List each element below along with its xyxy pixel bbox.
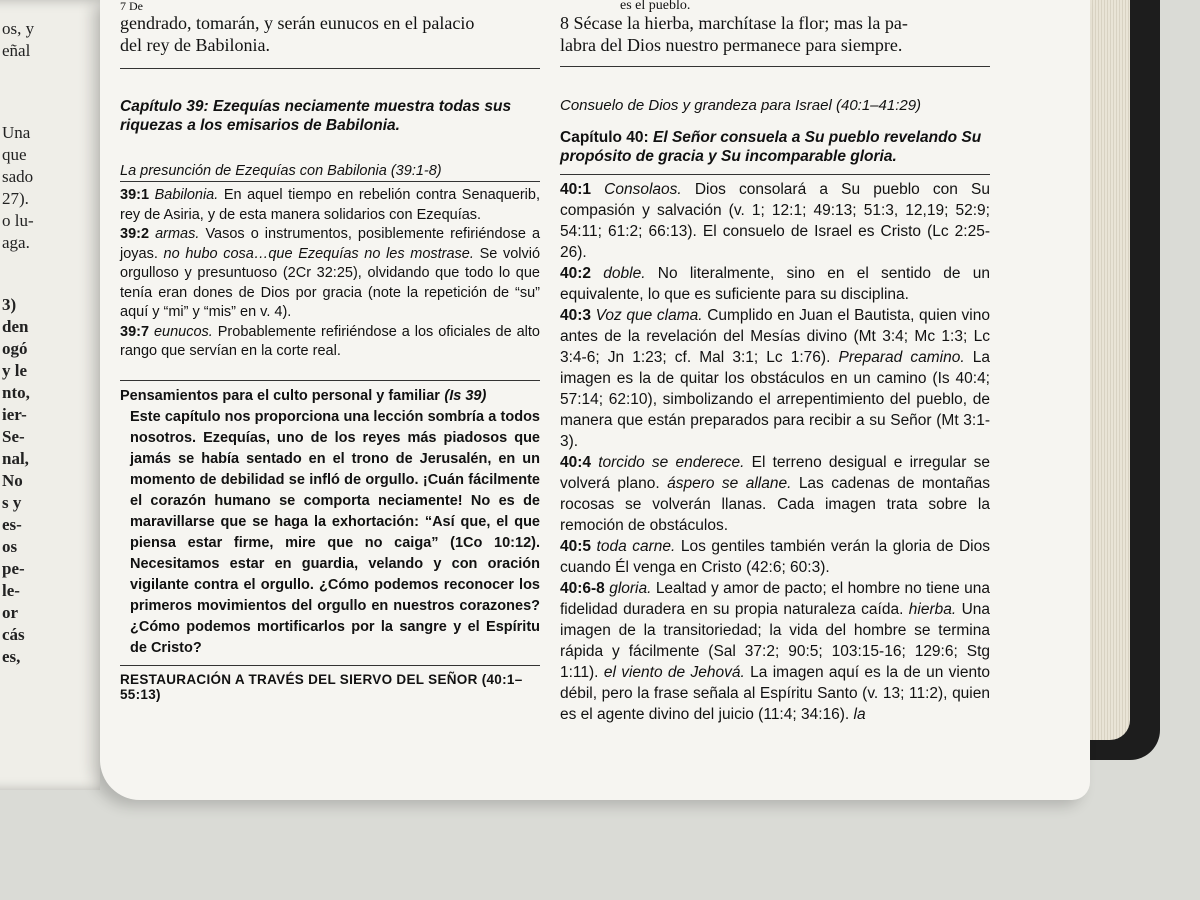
note-term: Voz que clama.	[595, 307, 703, 324]
note-term: eunucos.	[153, 323, 213, 340]
left-page	[0, 0, 100, 790]
left-page-fragment: es-	[2, 515, 22, 534]
left-page-fragment: es,	[2, 647, 21, 666]
top-verse-left	[120, 0, 540, 56]
chapter-40-label: Capítulo 40:	[560, 129, 649, 146]
note-text: Vasos o instrumentos, posiblemente refiriéndose a joyas.	[120, 226, 541, 262]
left-page-fragment: le-	[2, 581, 20, 600]
note-term: armas.	[155, 226, 200, 242]
section-heading: La presunción de Ezequías con Babilonia (39:1-8)	[120, 163, 442, 179]
left-page-fragment: ogó	[2, 339, 28, 358]
note-text2: Las cadenas de montañas rocosas se volverán llanas. Cada imagen trata sobre la remoción de obstáculos.	[560, 475, 990, 534]
divider	[560, 174, 990, 175]
section-heading-right: Consuelo de Dios y grandeza para Israel (40:1–41:29)	[560, 97, 922, 114]
left-page-fragment: No	[2, 471, 23, 490]
note-term: gloria.	[609, 580, 652, 597]
note-text: No literalmente, sino en el sentido de un equivalente, lo que es suficiente para su disciplina.	[560, 265, 991, 303]
chapter-40-heading: El Señor consuela a Su pueblo revelando Su propósito de gracia y Su incomparable gloria.	[560, 129, 982, 165]
verse-line: gendrado, tomarán, y serán eunucos en el palacio	[120, 13, 475, 33]
note-text: Probablemente refiriéndose a los oficiales de alto rango que servían en la corte real.	[120, 323, 540, 359]
commentary-column-left	[120, 0, 540, 702]
note-term4: la	[853, 706, 866, 723]
divider	[120, 665, 540, 666]
left-notes	[120, 186, 540, 362]
divider	[120, 68, 540, 69]
left-page-fragment: s y	[2, 493, 22, 512]
left-page-fragment: aga.	[2, 233, 30, 252]
box-title-row	[120, 387, 540, 405]
left-page-text	[2, 18, 98, 668]
note-text: Lealtad y amor de pacto; el hombre no tiene una fidelidad duradera en su propia naturaleza caída.	[560, 580, 990, 618]
note-40-6-8	[560, 578, 990, 725]
left-page-fragment: 27).	[2, 189, 29, 208]
left-page-fragment: 3)	[2, 295, 17, 314]
note-term2: hierba.	[908, 601, 957, 618]
left-page-fragment: pe-	[2, 559, 25, 578]
note-term3: el viento de Jehová.	[603, 664, 745, 681]
note-text2: La imagen es la de quitar los obstáculos en un camino (Is 40:4; 57:14; 62:10), simbolizando el arrepentimiento del pueblo, de manera que están preparados para recibir a su Señor (Mt 3:1-3).	[560, 349, 990, 450]
verse-line: 8 Sécase la hierba, marchítase la flor; mas la pa-	[560, 13, 908, 33]
chapter-39-heading: Capítulo 39: Ezequías neciamente muestra todas sus riquezas a los emisarios de Babilonia.	[120, 98, 512, 134]
note-39-2	[120, 225, 540, 323]
note-text2: Se volvió orgulloso y presuntuoso (2Cr 32:25), olvidando que todo lo que tenía eran dones de Dios por gracia (note la repetición de “su” aquí y “mi” y “mis” en v. 4).	[120, 245, 541, 320]
left-page-fragment: nal,	[2, 449, 29, 468]
left-page-fragment: den	[2, 317, 29, 336]
top-verse-right	[560, 0, 990, 56]
note-term: toda carne.	[596, 538, 676, 555]
verse-fragment: 7 De	[120, 0, 143, 13]
left-page-fragment: eñal	[2, 41, 31, 60]
note-term: Babilonia.	[154, 187, 219, 203]
note-text: Los gentiles también verán la gloria de Dios cuando Él venga en Cristo (42:6; 60:3).	[560, 538, 990, 576]
left-page-fragment: nto,	[2, 383, 30, 402]
note-text: Dios consolará a Su pueblo con Su compasión y salvación (v. 1; 12:1; 49:13; 51:3, 12,19; 52:9; 54:11; 61:2; 66:13). El consuelo de Israel es Cristo (Lc 2:25-26).	[560, 181, 990, 261]
note-ref: 39:2	[120, 226, 150, 242]
note-text: En aquel tiempo en rebelión contra Senaquerib, rey de Asiria, y de esta manera solidarios con Ezequías.	[120, 187, 540, 223]
note-40-2	[560, 263, 990, 305]
left-page-fragment: os	[2, 537, 18, 556]
note-ref: 39:7	[120, 323, 150, 340]
divider	[120, 380, 540, 381]
left-page-fragment: Se-	[2, 427, 25, 446]
right-notes	[560, 179, 990, 725]
note-ref: 40:4	[560, 454, 592, 471]
chapter-40-heading-row	[560, 128, 990, 166]
verse-fragment: es el pueblo.	[620, 0, 691, 13]
footer-heading: RESTAURACIÓN A TRAVÉS DEL SIERVO DEL SEÑOR (40:1–55:13)	[120, 671, 523, 702]
verse-line: labra del Dios nuestro permanece para siempre.	[560, 35, 903, 55]
left-page-fragment: or	[2, 603, 19, 622]
left-page-fragment: o lu-	[2, 211, 34, 230]
note-text2: Una imagen de la transitoriedad; la vida del hombre se termina rápida y fácilmente (Sal 37:2; 90:5; 103:15-16; 129:6; Stg 1:11).	[560, 601, 990, 681]
note-term2: no hubo cosa…que Ezequías no les mostrase.	[163, 245, 474, 262]
note-ref: 39:1	[120, 187, 150, 203]
left-page-fragment: Una	[2, 123, 31, 142]
note-term2: Preparad camino.	[838, 349, 965, 366]
note-text3: La imagen aquí es la de un viento débil, pero la frase señala al Espíritu Santo (v. 13; 11:2), quien es el agente divino del juicio (11:4; 34:16).	[560, 664, 991, 723]
note-term: Consolaos.	[604, 181, 682, 198]
note-text: Cumplido en Juan el Bautista, quien vino antes de la revelación del Mesías divino (Mt 3:4; Mc 1:3; Lc 3:4-6; Jn 1:23; cf. Mal 3:1; Lc 1:76).	[560, 307, 990, 366]
left-page-fragment: ier-	[2, 405, 27, 424]
box-title: Pensamientos para el culto personal y familiar	[120, 387, 440, 404]
box-body: Este capítulo nos proporciona una lección sombría a todos nosotros. Ezequías, uno de los reyes más piadosos que jamás se había sentado en el trono de Jerusalén, en un momento de debilidad se infló de orgullo. ¡Cuán fácilmente el corazón humano se comporta neciamente! No es de maravillarse que se haga la exhortación: “Así que, el que piensa estar firme, mire que no caiga” (1Co 10:12). Necesitamos estar en guardia, velando y con oración vigilante contra el orgullo. ¿Cómo podemos reconocer los primeros movimientos del orgullo en nuestros corazones? ¿Cómo podemos mortificarlos por la sangre y el Espíritu de Cristo?	[130, 408, 540, 656]
note-40-5	[560, 536, 990, 578]
note-ref: 40:3	[560, 307, 592, 324]
note-40-1	[560, 179, 990, 263]
box-title-ref: (Is 39)	[444, 387, 487, 404]
divider	[560, 66, 990, 67]
note-ref: 40:5	[560, 538, 592, 555]
note-term: doble.	[603, 265, 646, 282]
note-text: El terreno desigual e irregular se volverá plano.	[560, 454, 990, 492]
note-40-3	[560, 305, 990, 452]
left-page-fragment: y le	[2, 361, 28, 380]
verse-line: del rey de Babilonia.	[120, 35, 270, 55]
note-39-7	[120, 323, 540, 362]
divider	[120, 181, 540, 182]
note-ref: 40:1	[560, 181, 592, 198]
note-40-4	[560, 452, 990, 536]
note-ref: 40:6-8	[560, 580, 605, 597]
commentary-column-right	[560, 0, 990, 725]
note-term2: áspero se allane.	[667, 475, 792, 492]
note-ref: 40:2	[560, 265, 592, 282]
right-page	[100, 0, 1090, 800]
left-page-fragment: sado	[2, 167, 34, 186]
left-page-fragment: os, y	[2, 19, 35, 38]
note-term: torcido se enderece.	[598, 454, 745, 471]
left-page-fragment: cás	[2, 625, 25, 644]
left-page-fragment: que	[2, 145, 27, 164]
note-39-1	[120, 186, 540, 225]
